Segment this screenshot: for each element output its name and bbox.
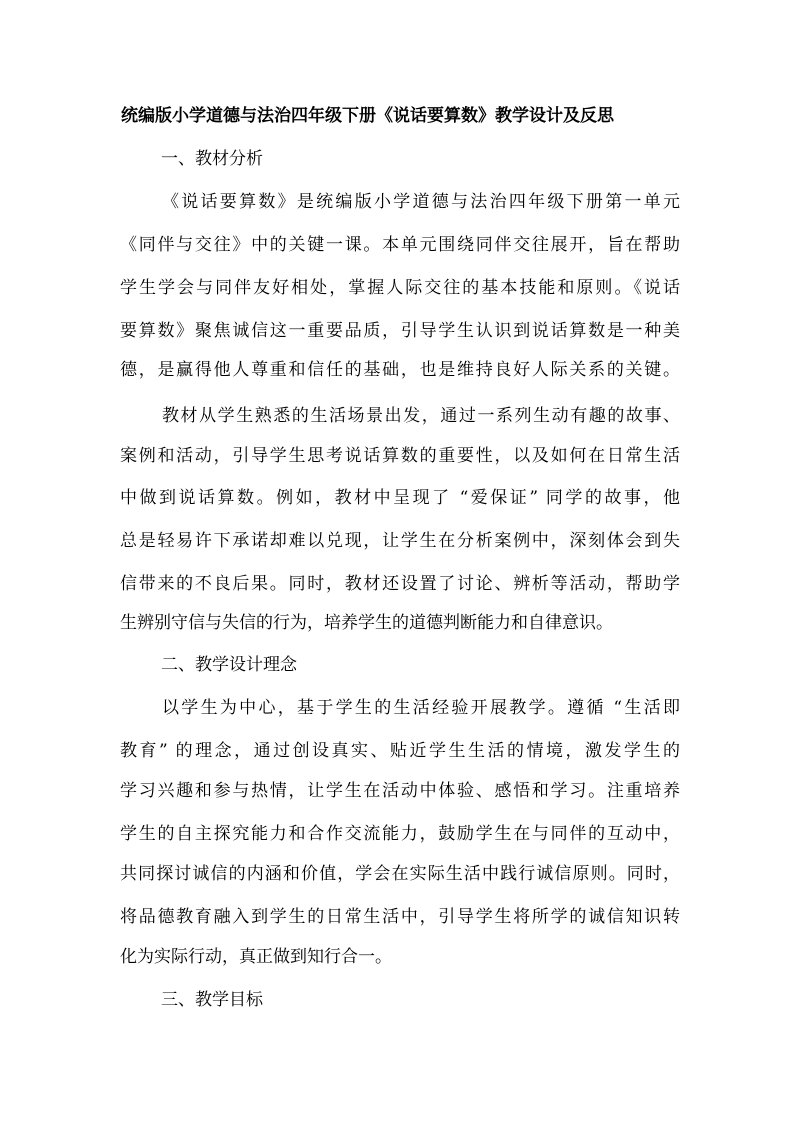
paragraph-line: 学生的自主探究能力和合作交流能力，鼓励学生在与同伴的互动中， — [120, 824, 680, 844]
paragraph-line: 学生学会与同伴友好相处，掌握人际交往的基本技能和原则。《说话 — [120, 278, 680, 298]
paragraph-line: 总是轻易许下承诺却难以兑现，让学生在分析案例中，深刻体会到失 — [120, 531, 680, 551]
section-heading-2: 二、教学设计理念 — [161, 655, 297, 675]
paragraph-line: 信带来的不良后果。同时，教材还设置了讨论、辨析等活动，帮助学 — [120, 574, 680, 594]
paragraph-line: 《同伴与交往》中的关键一课。本单元围绕同伴交往展开，旨在帮助 — [120, 235, 680, 255]
paragraph-line: 教材从学生熟悉的生活场景出发，通过一系列生动有趣的故事、 — [162, 406, 680, 426]
paragraph-line: 学习兴趣和参与热情，让学生在活动中体验、感悟和学习。注重培养 — [120, 781, 680, 801]
paragraph-line: 将品德教育融入到学生的日常生活中，引导学生将所学的诚信知识转 — [120, 907, 680, 927]
paragraph-line: 生辨别守信与失信的行为，培养学生的道德判断能力和自律意识。 — [120, 613, 613, 633]
document-title: 统编版小学道德与法治四年级下册《说话要算数》教学设计及反思 — [121, 106, 614, 126]
paragraph-line: 要算数》聚焦诚信这一重要品质，引导学生认识到说话算数是一种美 — [120, 321, 680, 341]
paragraph-line: 以学生为中心，基于学生的生活经验开展教学。遵循 “生活即 — [162, 698, 680, 718]
section-heading-1: 一、教材分析 — [161, 149, 263, 169]
paragraph-line: 《说话要算数》是统编版小学道德与法治四年级下册第一单元 — [162, 192, 680, 212]
paragraph-line: 共同探讨诚信的内涵和价值，学会在实际生活中践行诚信原则。同时， — [120, 864, 680, 884]
paragraph-line: 案例和活动，引导学生思考说话算数的重要性，以及如何在日常生活 — [120, 446, 680, 466]
section-heading-3: 三、教学目标 — [161, 990, 263, 1010]
paragraph-line: 教育” 的理念，通过创设真实、贴近学生生活的情境，激发学生的 — [120, 741, 680, 761]
paragraph-line: 德，是赢得他人尊重和信任的基础，也是维持良好人际关系的关键。 — [120, 360, 680, 380]
paragraph-line: 中做到说话算数。例如，教材中呈现了 “爱保证” 同学的故事，他 — [120, 488, 680, 508]
paragraph-line: 化为实际行动，真正做到知行合一。 — [120, 947, 392, 967]
